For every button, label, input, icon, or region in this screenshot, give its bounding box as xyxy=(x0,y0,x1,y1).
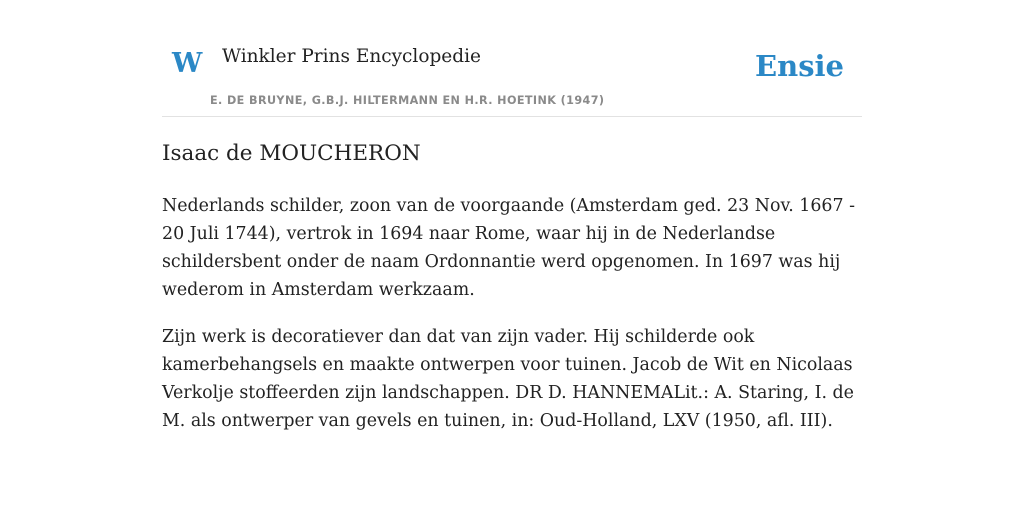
entry-title: Isaac de MOUCHERON xyxy=(162,141,421,166)
entry-paragraph: Zijn werk is decoratiever dan dat van zijn vader. Hij schilderde ook kamerbehangsels en maakte ontwerpen voor tuinen. Jacob de Wit en Nicolaas Verkolje stoffeerden zijn landschappen. DR D. HANNEMALit.: A. Staring, I. de M. als ontwerper van gevels en tuinen, in: Oud-Holland, LXV (1950, afl. III). xyxy=(162,327,854,431)
source-title[interactable]: Winkler Prins Encyclopedie xyxy=(222,46,481,67)
winkler-prins-logo[interactable]: W xyxy=(172,48,203,79)
source-header xyxy=(162,0,862,117)
source-authors: E. DE BRUYNE, G.B.J. HILTERMANN EN H.R. HOETINK (1947) xyxy=(210,94,605,107)
entry-paragraph: Nederlands schilder, zoon van de voorgaande (Amsterdam ged. 23 Nov. 1667 - 20 Juli 1744), vertrok in 1694 naar Rome, waar hij in de Nederlandse schildersbent onder de naam Ordonnantie werd opgenomen. In 1697 was hij wederom in Amsterdam werkzaam. xyxy=(162,196,855,300)
page xyxy=(162,0,862,431)
ensie-logo-link[interactable]: Ensie xyxy=(755,49,844,83)
